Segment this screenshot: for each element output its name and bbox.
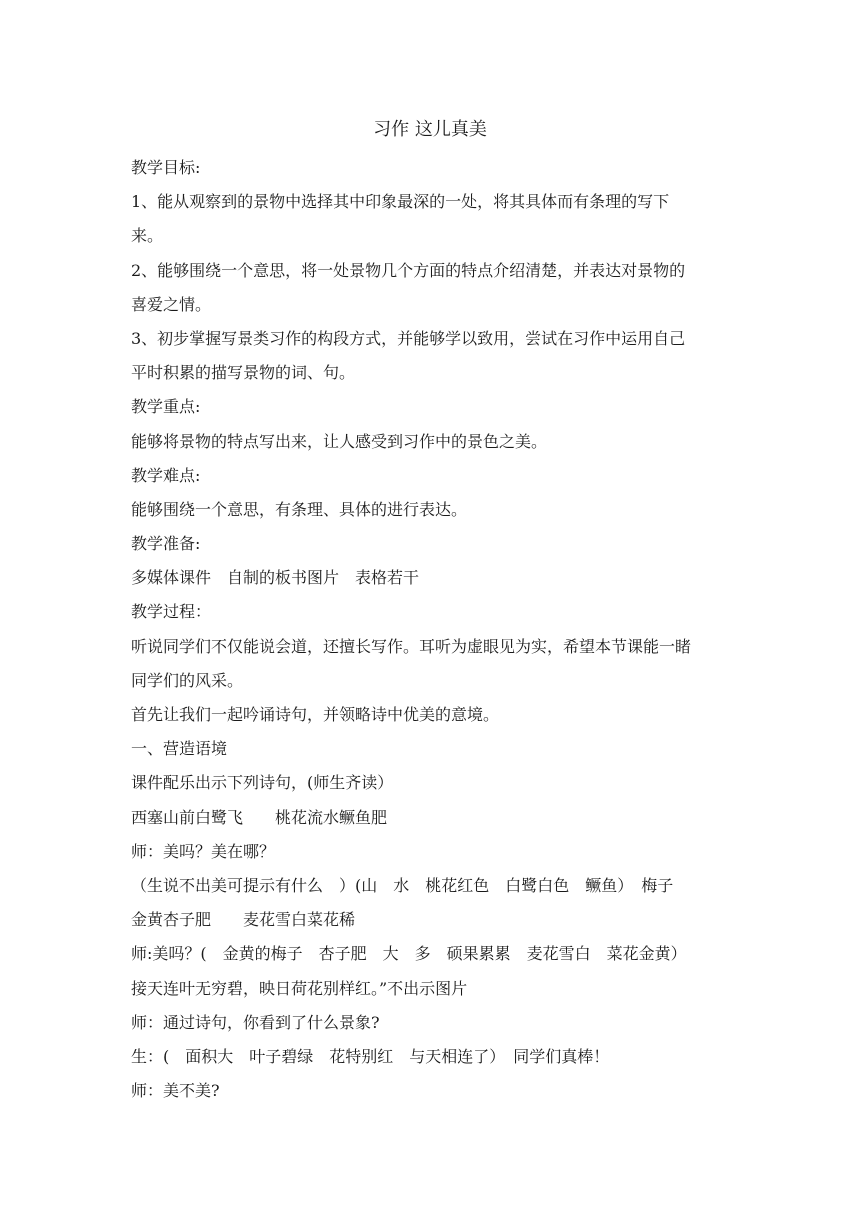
section-1-line-1: 课件配乐出示下列诗句，(师生齐读） [131, 773, 394, 793]
heading-key-points: 教学重点: [131, 397, 201, 417]
teacher-question-3: 师：通过诗句，你看到了什么景象? [131, 1012, 380, 1032]
hint-line-2: 金黄杏子肥 麦花雪白菜花稀 [131, 910, 356, 930]
hint-line-1: （生说不出美可提示有什么 ）(山 水 桃花红色 白鹭白色 鳜鱼） 梅子 [131, 875, 674, 895]
teacher-question-1: 师：美吗？美在哪？ [131, 841, 276, 861]
goal-2-line-2: 喜爱之情。 [131, 294, 212, 314]
teacher-question-4: 师：美不美? [131, 1081, 220, 1101]
heading-process: 教学过程： [131, 602, 212, 622]
process-intro-line-3: 首先让我们一起吟诵诗句，并领略诗中优美的意境。 [131, 705, 500, 724]
preparation-text: 多媒体课件 自制的板书图片 表格若干 [131, 568, 420, 588]
goal-3-line-1: 3、初步掌握写景类习作的构段方式，并能够学以致用，尝试在习作中运用自己 [131, 328, 686, 348]
section-heading-1: 一、营造语境 [131, 739, 228, 759]
document-body [131, 151, 731, 1108]
poem-line-2: 接天连叶无穷碧，映日荷花别样红。”不出示图片 [131, 978, 468, 998]
teacher-question-2: 师:美吗？( 金黄的梅子 杏子肥 大 多 硕果累累 麦花雪白 菜花金黄） [131, 944, 687, 964]
goal-2-line-1: 2、能够围绕一个意思，将一处景物几个方面的特点介绍清楚，并表达对景物的 [131, 260, 686, 280]
student-answer: 生：( 面积大 叶子碧绿 花特别红 与天相连了） 同学们真棒！ [131, 1046, 610, 1066]
goal-3-line-2: 平时积累的描写景物的词、句。 [131, 363, 356, 383]
heading-difficulties: 教学难点: [131, 465, 201, 485]
process-intro-line-1: 听说同学们不仅能说会道，还擅长写作。耳听为虚眼见为实，希望本节课能一睹 [131, 636, 692, 656]
goal-1-line-2: 来。 [131, 226, 164, 246]
document-title: 习作 这儿真美 [373, 119, 487, 140]
poem-line-1: 西塞山前白鹭飞 桃花流水鳜鱼肥 [131, 807, 388, 827]
difficulties-text: 能够围绕一个意思，有条理、具体的进行表达。 [131, 499, 468, 519]
goal-1-line-1: 1、能从观察到的景物中选择其中印象最深的一处，将其具体而有条理的写下 [131, 192, 670, 212]
process-intro-line-2: 同学们的风采。 [131, 670, 244, 690]
heading-preparation: 教学准备: [131, 534, 201, 554]
key-points-text: 能够将景物的特点写出来，让人感受到习作中的景色之美。 [131, 431, 548, 451]
heading-teaching-goals: 教学目标: [131, 158, 201, 177]
